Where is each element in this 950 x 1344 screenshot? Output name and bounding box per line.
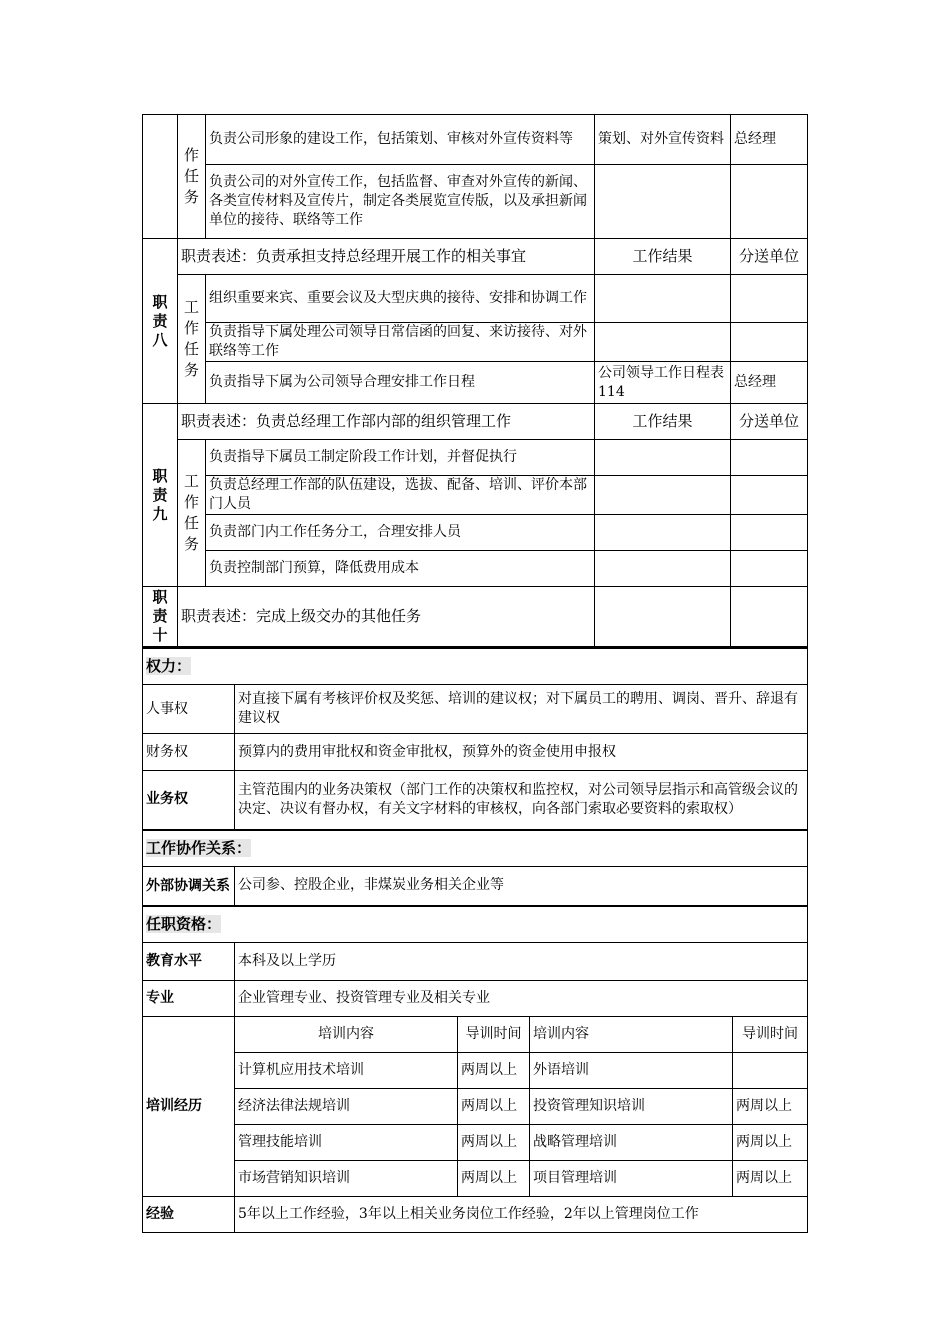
cooperation-title-text: 工作协作关系： xyxy=(146,838,252,857)
duty9-statement-row xyxy=(143,404,808,440)
duty8-result-3: 公司领导工作日程表 114 xyxy=(595,362,731,404)
education-row xyxy=(143,943,808,981)
duty10-label: 职 责 十 xyxy=(143,587,178,647)
duty9-result-header: 工作结果 xyxy=(595,404,731,440)
personnel-right-text: 对直接下属有考核评价权及奖惩、培训的建议权；对下属员工的聘用、调岗、晋升、辞退有建议权 xyxy=(235,685,808,734)
training-header-content-2: 培训内容 xyxy=(530,1017,733,1053)
qualification-title xyxy=(143,906,808,943)
duty7-sub-label: 作 任 务 xyxy=(178,115,206,239)
duty9-statement: 职责表述：负责总经理工作部内部的组织管理工作 xyxy=(178,404,595,440)
duty7-task-1: 负责公司形象的建设工作，包括策划、审核对外宣传资料等 xyxy=(206,115,595,165)
duty9-dest-3 xyxy=(731,515,808,551)
duty7-dest-1: 总经理 xyxy=(731,115,808,165)
duty9-dest-1 xyxy=(731,440,808,476)
education-label: 教育水平 xyxy=(143,943,235,981)
duties-table xyxy=(142,114,808,647)
training-time xyxy=(733,1053,808,1089)
duty8-label: 职 责 八 xyxy=(143,239,178,404)
authority-personnel-row xyxy=(143,685,808,734)
duty8-statement-row xyxy=(143,239,808,275)
duty9-result-3 xyxy=(595,515,731,551)
training-time: 两周以上 xyxy=(733,1161,808,1197)
major-label: 专业 xyxy=(143,981,235,1017)
duty9-row-3 xyxy=(143,515,808,551)
duty8-dest-header: 分送单位 xyxy=(731,239,808,275)
duty8-dest-3: 总经理 xyxy=(731,362,808,404)
duty8-task-3: 负责指导下属为公司领导合理安排工作日程 xyxy=(206,362,595,404)
training-content: 投资管理知识培训 xyxy=(530,1089,733,1125)
training-content: 市场营销知识培训 xyxy=(235,1161,458,1197)
duty8-sub-label: 工 作 任 务 xyxy=(178,275,206,404)
duty9-row-2 xyxy=(143,476,808,515)
training-content: 经济法律法规培训 xyxy=(235,1089,458,1125)
major-row xyxy=(143,981,808,1017)
job-description-page xyxy=(142,114,807,1233)
duty9-task-4: 负责控制部门预算，降低费用成本 xyxy=(206,551,595,587)
duty8-task-1: 组织重要来宾、重要会议及大型庆典的接待、安排和协调工作 xyxy=(206,275,595,323)
training-time: 两周以上 xyxy=(458,1053,530,1089)
duty9-sub-label: 工 作 任 务 xyxy=(178,440,206,587)
duty7-task-2: 负责公司的对外宣传工作，包括监督、审查对外宣传的新闻、各类宣传材料及宣传片，制定各类展览宣传版，以及承担新闻单位的接待、联络等工作 xyxy=(206,165,595,239)
duty8-dest-1 xyxy=(731,275,808,323)
personnel-right-label: 人事权 xyxy=(143,685,235,734)
business-right-label: 业务权 xyxy=(143,771,235,830)
duty7-label-cell xyxy=(143,115,178,239)
training-header-time-1: 导训时间 xyxy=(458,1017,530,1053)
training-header-content-1: 培训内容 xyxy=(235,1017,458,1053)
duty9-result-2 xyxy=(595,476,731,515)
duty8-result-2 xyxy=(595,323,731,362)
duty8-dest-2 xyxy=(731,323,808,362)
education-value: 本科及以上学历 xyxy=(235,943,808,981)
duty9-row-4 xyxy=(143,551,808,587)
external-coordination-text: 公司参、控股企业，非煤炭业务相关企业等 xyxy=(235,866,808,906)
authority-business-row xyxy=(143,771,808,830)
training-time: 两周以上 xyxy=(458,1161,530,1197)
finance-right-label: 财务权 xyxy=(143,734,235,771)
experience-label: 经验 xyxy=(143,1197,235,1233)
duty10-statement: 职责表述：完成上级交办的其他任务 xyxy=(178,587,595,647)
qualification-title-text: 任职资格： xyxy=(146,915,222,933)
authority-finance-row xyxy=(143,734,808,771)
duty9-dest-2 xyxy=(731,476,808,515)
finance-right-text: 预算内的费用审批权和资金审批权，预算外的资金使用申报权 xyxy=(235,734,808,771)
duty8-result-1 xyxy=(595,275,731,323)
duty8-row-1 xyxy=(143,275,808,323)
training-header-row xyxy=(143,1017,808,1053)
duty9-result-1 xyxy=(595,440,731,476)
duty7-result-2 xyxy=(595,165,731,239)
external-coordination-label: 外部协调关系 xyxy=(143,866,235,906)
training-content: 管理技能培训 xyxy=(235,1125,458,1161)
training-time: 两周以上 xyxy=(458,1089,530,1125)
qualification-section-row xyxy=(143,906,808,943)
duty9-task-1: 负责指导下属员工制定阶段工作计划，并督促执行 xyxy=(206,440,595,476)
duty7-dest-2 xyxy=(731,165,808,239)
duty8-task-2: 负责指导下属处理公司领导日常信函的回复、来访接待、对外联络等工作 xyxy=(206,323,595,362)
experience-value: 5年以上工作经验，3年以上相关业务岗位工作经验，2年以上管理岗位工作 xyxy=(235,1197,808,1233)
training-time: 两周以上 xyxy=(733,1089,808,1125)
duty7-row-2 xyxy=(143,165,808,239)
training-label: 培训经历 xyxy=(143,1017,235,1197)
experience-row xyxy=(143,1197,808,1233)
duty9-dest-header: 分送单位 xyxy=(731,404,808,440)
training-row xyxy=(143,1161,808,1197)
business-right-text: 主管范围内的业务决策权（部门工作的决策权和监控权，对公司领导层指示和高管级会议的决定、决议有督办权，有关文字材料的审核权，向各部门索取必要资料的索取权） xyxy=(235,771,808,830)
training-time: 两周以上 xyxy=(733,1125,808,1161)
duty9-task-2: 负责总经理工作部的队伍建设，选拔、配备、培训、评价本部门人员 xyxy=(206,476,595,515)
authority-title-text: 权力： xyxy=(146,657,192,675)
duty8-row-3 xyxy=(143,362,808,404)
authority-section-row xyxy=(143,648,808,685)
training-content: 外语培训 xyxy=(530,1053,733,1089)
duty8-row-2 xyxy=(143,323,808,362)
duty10-dest xyxy=(731,587,808,647)
duty10-row xyxy=(143,587,808,647)
training-content: 计算机应用技术培训 xyxy=(235,1053,458,1089)
training-header-time-2: 导训时间 xyxy=(733,1017,808,1053)
cooperation-section-row xyxy=(143,830,808,867)
external-coordination-row xyxy=(143,866,808,906)
duty8-result-header: 工作结果 xyxy=(595,239,731,275)
authority-title xyxy=(143,648,808,685)
duty9-result-4 xyxy=(595,551,731,587)
cooperation-title xyxy=(143,830,808,867)
duty7-row-1 xyxy=(143,115,808,165)
duty9-label: 职 责 九 xyxy=(143,404,178,587)
duty10-result xyxy=(595,587,731,647)
major-value: 企业管理专业、投资管理专业及相关专业 xyxy=(235,981,808,1017)
training-content: 项目管理培训 xyxy=(530,1161,733,1197)
duty8-statement: 职责表述：负责承担支持总经理开展工作的相关事宜 xyxy=(178,239,595,275)
duty9-task-3: 负责部门内工作任务分工，合理安排人员 xyxy=(206,515,595,551)
duty9-row-1 xyxy=(143,440,808,476)
training-row xyxy=(143,1089,808,1125)
training-row xyxy=(143,1125,808,1161)
training-content: 战略管理培训 xyxy=(530,1125,733,1161)
training-row xyxy=(143,1053,808,1089)
authority-qualification-table xyxy=(142,647,808,1233)
training-time: 两周以上 xyxy=(458,1125,530,1161)
duty7-result-1: 策划、对外宣传资料 xyxy=(595,115,731,165)
duty9-dest-4 xyxy=(731,551,808,587)
